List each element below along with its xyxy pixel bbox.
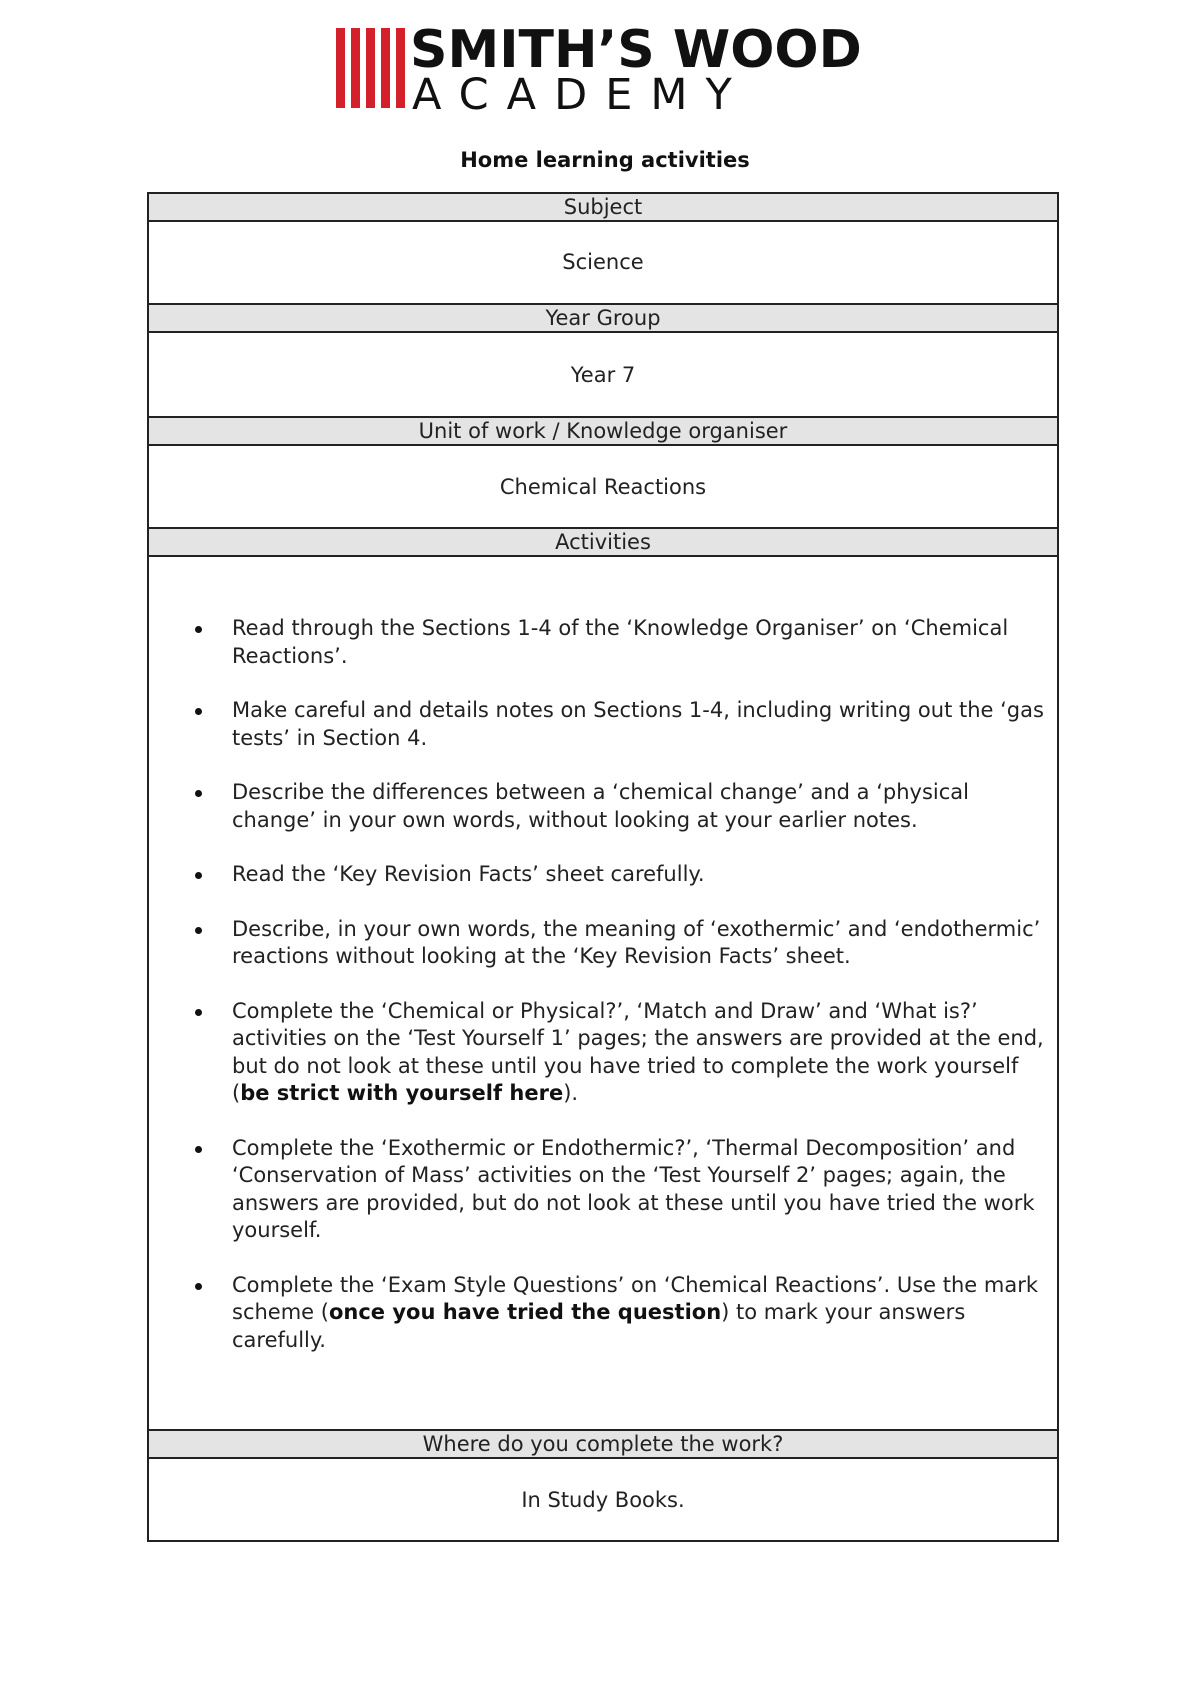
activity-item — [149, 697, 1059, 752]
activity-form — [147, 192, 1059, 1542]
activity-item — [149, 1272, 1059, 1355]
activity-item — [149, 779, 1059, 834]
bullet-icon — [195, 1009, 202, 1016]
logo-subtitle: ACADEMY — [412, 70, 750, 120]
bullet-icon — [195, 872, 202, 879]
activities-header: Activities — [149, 529, 1057, 557]
where-value: In Study Books. — [149, 1459, 1057, 1542]
unit-value: Chemical Reactions — [149, 446, 1057, 529]
bullet-icon — [195, 1146, 202, 1153]
bullet-icon — [195, 1283, 202, 1290]
subject-header: Subject — [149, 194, 1057, 222]
bullet-icon — [195, 790, 202, 797]
activity-text: Make careful and details notes on Sections 1-4, including writing out the ‘gas tests’ in Section 4. — [232, 698, 1044, 750]
activity-text-end: ) to mark your answers carefully. — [232, 1300, 966, 1352]
activity-emphasis: be strict with yourself here — [240, 1081, 564, 1105]
activity-text: Read through the Sections 1-4 of the ‘Knowledge Organiser’ on ‘Chemical Reactions’. — [232, 616, 1009, 668]
activity-text-end: ). — [563, 1081, 579, 1105]
activity-item — [149, 916, 1059, 971]
activities-section — [149, 557, 1057, 1431]
bullet-icon — [195, 708, 202, 715]
activity-item — [149, 615, 1059, 670]
logo-bars-icon — [336, 28, 408, 108]
activity-item — [149, 861, 1059, 889]
activity-text: Complete the ‘Chemical or Physical?’, ‘Match and Draw’ and ‘What is?’ activities on the ‘Test Yourself 1’ pages; the answers are provided at the end, but do not look at these until you have tried to complete the work yourself ( — [232, 998, 1044, 1105]
activity-text: Describe the differences between a ‘chemical change’ and a ‘physical change’ in your own words, without looking at your earlier notes. — [232, 780, 969, 832]
activity-text: Complete the ‘Exothermic or Endothermic?’, ‘Thermal Decomposition’ and ‘Conservation of Mass’ activities on the ‘Test Yourself 2’ pages; again, the answers are provided, but do not look at these until you have tried the work yourself. — [232, 1135, 1035, 1242]
activity-text: Describe, in your own words, the meaning of ‘exothermic’ and ‘endothermic’ reactions without looking at the ‘Key Revision Facts’ sheet. — [232, 916, 1041, 968]
bullet-icon — [195, 927, 202, 934]
year-group-value: Year 7 — [149, 333, 1057, 418]
activity-text: Read the ‘Key Revision Facts’ sheet carefully. — [232, 862, 705, 886]
year-group-header: Year Group — [149, 305, 1057, 333]
activity-item — [149, 998, 1059, 1108]
academy-logo — [336, 20, 876, 120]
subject-value: Science — [149, 222, 1057, 305]
page-title: Home learning activities — [460, 148, 750, 172]
where-header: Where do you complete the work? — [149, 1431, 1057, 1459]
unit-header: Unit of work / Knowledge organiser — [149, 418, 1057, 446]
logo-name: SMITH’S WOOD — [410, 20, 862, 80]
bullet-icon — [195, 626, 202, 633]
activity-emphasis: once you have tried the question — [328, 1300, 722, 1324]
activity-text: Complete the ‘Exam Style Questions’ on ‘Chemical Reactions’. Use the mark scheme ( — [232, 1272, 1038, 1324]
activity-item — [149, 1135, 1059, 1245]
activities-list — [149, 615, 1059, 1381]
